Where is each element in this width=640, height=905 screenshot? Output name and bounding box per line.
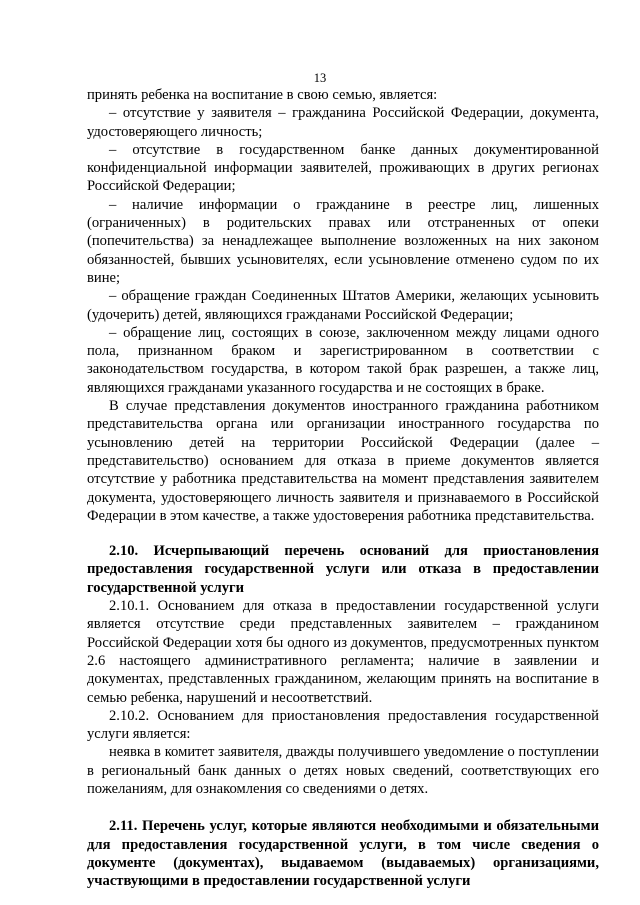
document-body [87,86,599,890]
list-item-same-sex-union: – обращение лиц, состоящих в союзе, заключенном между лицами одного пола, признанном браком и зарегистрированном в соответствии с законодательством государства, в котором такой брак разрешен, а также лиц, являющихся гражданами указанного государства и не состоящих в браке. [87,324,599,396]
list-item-no-databank-info: – отсутствие в государственном банке данных документированной конфиденциальной информации заявителей, проживающих в других регионах Российской Федерации; [87,141,599,195]
paragraph-foreign-representation: В случае представления документов иностранного гражданина работником представительства органа или организации иностранного государства по усыновлению детей на территории Российской Федерации (далее – представительство) основанием для отказа в приеме документов является отсутствие у работника представительства на момент представления заявителем документа, удостоверяющего личность заявителя и признаваемого в Российской Федерации в этом качестве, а также удостоверения работника представительства. [87,398,599,524]
paragraph-2-10-1: 2.10.1. Основанием для отказа в предоставлении государственной услуги является отсутствие среди представленных заявителем – гражданином Российской Федерации хотя бы одного из документов, предусмотренных пунктом 2.6 настоящего административного регламента; наличие в заявлении и документах, представленных гражданином, желающим принять на воспитание в семью ребенка, нарушений и несоответствий. [87,598,599,706]
list-item-usa-citizens: – обращение граждан Соединенных Штатов Америки, желающих усыновить (удочерить) детей, являющихся гражданами Российской Федерации; [87,288,599,323]
paragraph-2-10-2: 2.10.2. Основанием для приостановления предоставления государственной услуги является: [87,707,599,743]
list-item-no-identity-document: – отсутствие у заявителя – гражданина Российской Федерации, документа, удостоверяющего личность; [87,105,599,140]
section-heading-2-11: 2.11. Перечень услуг, которые являются необходимыми и обязательными для предоставления государственной услуги, в том числе сведения о документе (документах), выдаваемом (выдаваемых) организациями, участвующими в предоставлении государственной услуги [87,818,599,890]
page-number: 13 [313,71,327,85]
paragraph-non-appearance: неявка в комитет заявителя, дважды получившего уведомление о поступлении в региональный банк данных о детях новых сведений, соответствующих его пожеланиям, для ознакомления со сведениями о детях. [87,744,599,797]
paragraph-continuation: принять ребенка на воспитание в свою семью, является: [87,87,438,103]
list-item-registry-info: – наличие информации о гражданине в реестре лиц, лишенных (ограниченных) в родительских правах или отстраненных от опеки (попечительства) за ненадлежащее выполнение возложенных на них законом обязанностей, бывших усыновителях, если усыновление отменено судом по их вине; [87,196,599,286]
section-heading-2-10: 2.10. Исчерпывающий перечень оснований для приостановления предоставления государственной услуги или отказа в предоставлении государственной услуги [87,543,599,596]
